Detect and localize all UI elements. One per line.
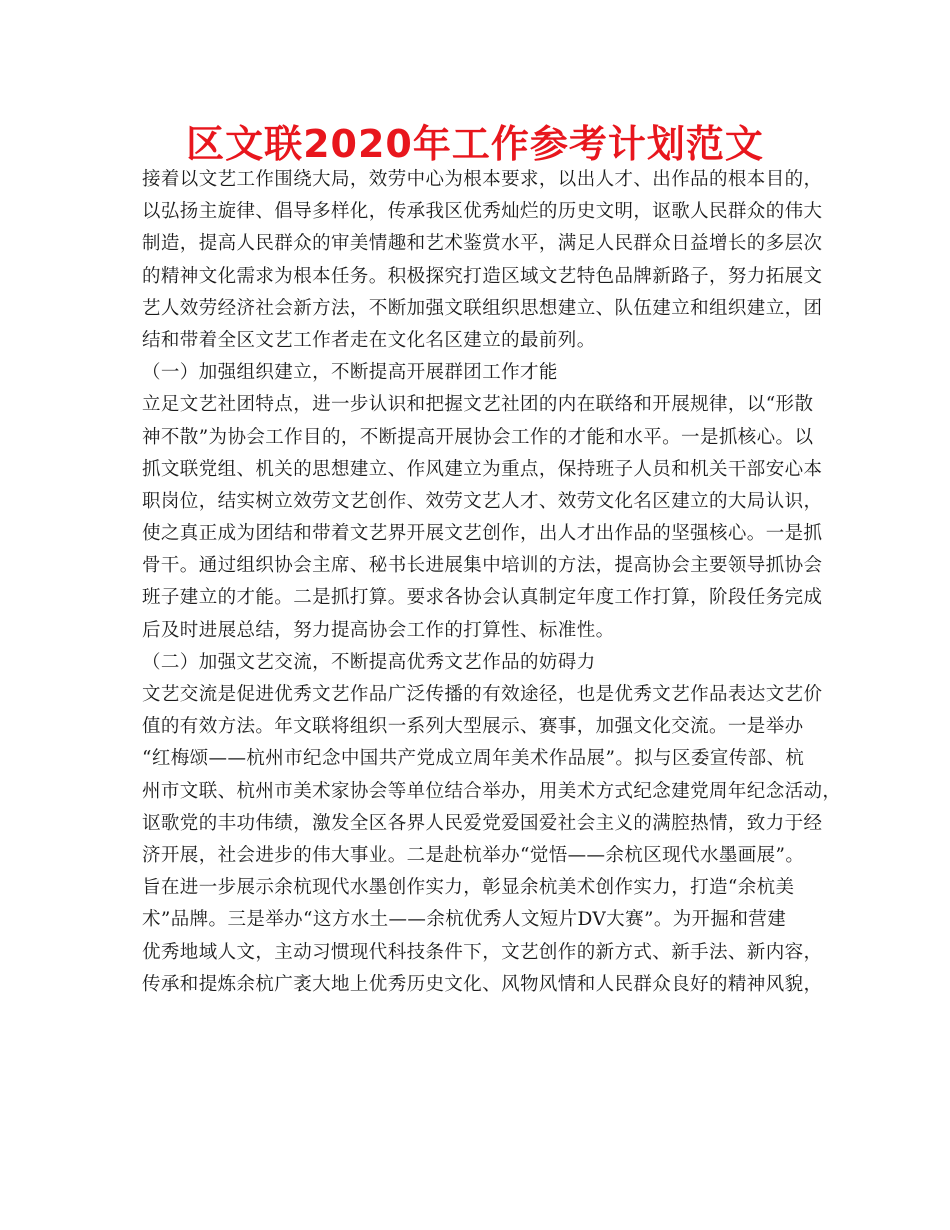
- body-line: 旨在进一步展示余杭现代水墨创作实力，彰显余杭美术创作实力，打造“余杭美: [142, 877, 795, 899]
- body-line: 术”品牌。三是举办“这方水土——余杭优秀人文短片DV大赛”。为开掘和营建: [142, 909, 787, 931]
- body-line: 接着以文艺工作围绕大局，效劳中心为根本要求，以出人才、出作品的根本目的，: [142, 169, 823, 190]
- body-line: 立足文艺社团特点，进一步认识和把握文艺社团的内在联络和开展规律，以“形散: [142, 394, 814, 416]
- body-line: 值的有效方法。年文联将组织一系列大型展示、赛事，加强文化交流。一是举办: [142, 716, 804, 738]
- body-line: 制造，提高人民群众的审美情趣和艺术鉴赏水平，满足人民群众日益增长的多层次: [142, 233, 823, 255]
- body-line: 使之真正成为团结和带着文艺界开展文艺创作，出人才出作品的坚强核心。一是抓: [142, 523, 823, 545]
- body-line: “红梅颂——杭州市纪念中国共产党成立周年美术作品展”。拟与区委宣传部、杭: [142, 748, 805, 770]
- body-line: 州市文联、杭州市美术家协会等单位结合举办，用美术方式纪念建党周年纪念活动，: [142, 780, 842, 802]
- body-line: 职岗位，结实树立效劳文艺创作、效劳文艺人才、效劳文化名区建立的大局认识，: [142, 490, 823, 512]
- body-line: 传承和提炼余杭广袤大地上优秀历史文化、风物风情和人民群众良好的精神风貌，: [142, 973, 823, 995]
- body-line: 抓文联党组、机关的思想建立、作风建立为重点，保持班子人员和机关干部安心本: [142, 458, 823, 480]
- body-line: 的精神文化需求为根本任务。积极探究打造区域文艺特色品牌新路子，努力拓展文: [142, 265, 823, 287]
- document-title: 区文联2020年工作参考计划范文: [186, 122, 764, 166]
- body-line: 艺人效劳经济社会新方法，不断加强文联组织思想建立、队伍建立和组织建立，团: [142, 297, 823, 319]
- body-line: 神不散”为协会工作目的，不断提高开展协会工作的才能和水平。一是抓核心。以: [142, 426, 814, 448]
- section-heading-1: （一）加强组织建立，不断提高开展群团工作才能: [142, 362, 558, 384]
- body-line: 后及时进展总结，努力提高协会工作的打算性、标准性。: [142, 619, 615, 641]
- document-body: [142, 164, 842, 1001]
- body-line: 文艺交流是促进优秀文艺作品广泛传播的有效途径，也是优秀文艺作品表达文艺价: [142, 684, 823, 705]
- body-line: 班子建立的才能。二是抓打算。要求各协会认真制定年度工作打算，阶段任务完成: [142, 587, 823, 609]
- body-line: 优秀地域人文，主动习惯现代科技条件下，文艺创作的新方式、新手法、新内容，: [142, 941, 823, 963]
- body-line: 结和带着全区文艺工作者走在文化名区建立的最前列。: [142, 329, 596, 351]
- body-line: 骨干。通过组织协会主席、秘书长进展集中培训的方法，提高协会主要领导抓协会: [142, 555, 823, 577]
- section-heading-2: （二）加强文艺交流，不断提高优秀文艺作品的妨碍力: [142, 651, 596, 673]
- body-line: 以弘扬主旋律、倡导多样化，传承我区优秀灿烂的历史文明，讴歌人民群众的伟大: [142, 201, 823, 223]
- body-line: 济开展，社会进步的伟大事业。二是赴杭举办“觉悟——余杭区现代水墨画展”。: [142, 844, 805, 866]
- body-line: 讴歌党的丰功伟绩，激发全区各界人民爱党爱国爱社会主义的满腔热情，致力于经: [142, 812, 823, 834]
